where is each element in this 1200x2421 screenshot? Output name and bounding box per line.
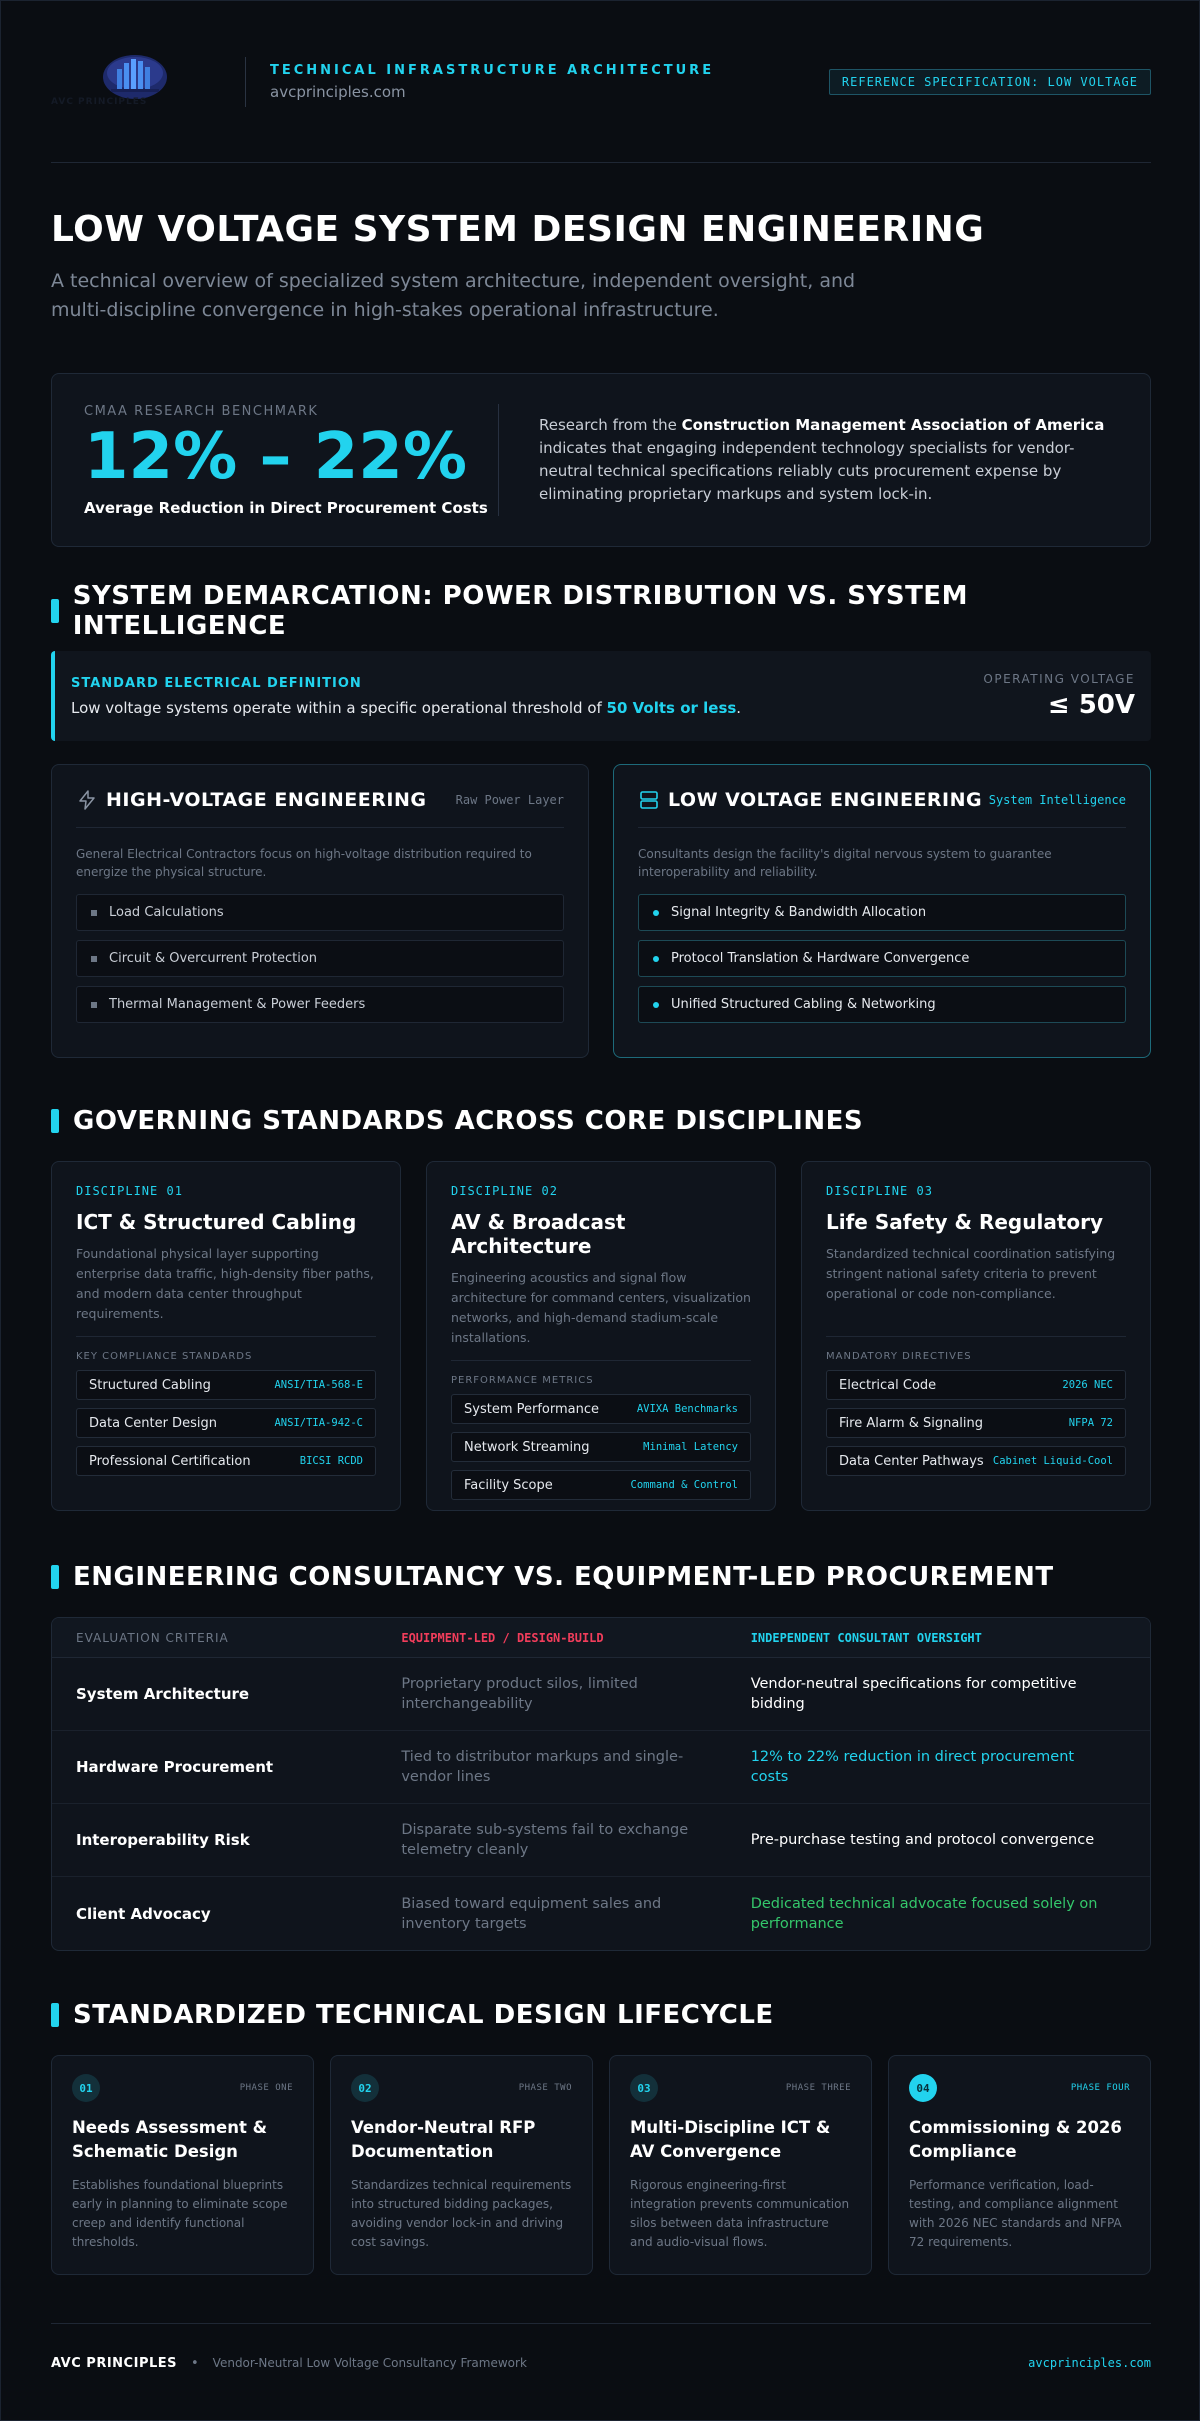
section-accent-bar — [51, 1565, 59, 1589]
section-title: SYSTEM DEMARCATION: POWER DISTRIBUTION VS. SYSTEM INTELLIGENCE — [72, 581, 968, 641]
benchmark-card — [51, 373, 1151, 547]
voltage-label: OPERATING VOLTAGE — [983, 672, 1135, 686]
standard-label: Fire Alarm & Signaling — [839, 1415, 984, 1431]
table-cell-consultant: 12% to 22% reduction in direct procurement costs — [750, 1749, 1075, 1785]
high-voltage-card — [51, 764, 589, 1058]
standard-row — [451, 1470, 751, 1500]
reference-badge: REFERENCE SPECIFICATION: LOW VOLTAGE — [829, 69, 1151, 95]
discipline-description: Standardized technical coordination satisfying stringent national safety criteria to prevent operational or code non-compliance. — [826, 1246, 1116, 1301]
discipline-title: Life Safety & Regulatory — [826, 1210, 1104, 1234]
standard-value: NFPA 72 — [1068, 1417, 1113, 1429]
phase-card-2 — [330, 2055, 593, 2275]
bullet — [653, 910, 659, 916]
discipline-title: ICT & Structured Cabling — [76, 1210, 357, 1234]
standard-value: BICSI RCDD — [299, 1455, 363, 1467]
table-row — [52, 1877, 1150, 1950]
phase-title: Multi-Discipline ICT & AV Convergence — [630, 2118, 831, 2161]
discipline-card-life-safety — [801, 1161, 1151, 1511]
footer-divider — [51, 2323, 1151, 2324]
section-title: ENGINEERING CONSULTANCY VS. EQUIPMENT-LED PROCUREMENT — [73, 1562, 1054, 1592]
list-item-label: Signal Integrity & Bandwidth Allocation — [671, 905, 927, 920]
divider — [451, 1360, 751, 1361]
definition-banner — [51, 651, 1151, 741]
bullet — [653, 1002, 659, 1008]
benchmark-figure: 12% – 22% — [84, 419, 467, 494]
high-voltage-description: General Electrical Contractors focus on high-voltage distribution required to energize the physical structure. — [76, 847, 532, 879]
standard-value: Command & Control — [630, 1479, 738, 1491]
phase-title: Needs Assessment & Schematic Design — [72, 2118, 267, 2161]
definition-value: 50 Volts or less — [606, 698, 737, 717]
definition-text — [71, 699, 741, 717]
benchmark-caption: Average Reduction in Direct Procurement Costs — [84, 498, 488, 517]
list-item-label: Thermal Management & Power Feeders — [109, 997, 366, 1012]
header-divider-line — [51, 162, 1151, 163]
voltage-comparison — [51, 764, 1151, 1058]
phase-label: PHASE FOUR — [1070, 2083, 1130, 2093]
list-item-label: Load Calculations — [109, 905, 224, 920]
bullet — [91, 910, 97, 916]
list-item-label: Protocol Translation & Hardware Convergence — [671, 951, 970, 966]
discipline-kicker: DISCIPLINE 03 — [826, 1184, 933, 1198]
standard-label: Structured Cabling — [89, 1377, 211, 1393]
definition-prefix: Low voltage systems operate within a specific operational threshold of — [71, 698, 607, 717]
high-voltage-tag: Raw Power Layer — [455, 793, 564, 807]
section-title: STANDARDIZED TECHNICAL DESIGN LIFECYCLE — [73, 2000, 774, 2030]
list-item — [638, 894, 1126, 931]
phase-card-1 — [51, 2055, 314, 2275]
bullet — [653, 956, 659, 962]
list-item — [76, 940, 564, 977]
definition-label: STANDARD ELECTRICAL DEFINITION — [71, 675, 362, 691]
voltage-value: ≤ 50V — [1047, 690, 1135, 720]
phase-description: Standardizes technical requirements into structured bidding packages, avoiding vendor lock-in and driving cost savings. — [351, 2178, 572, 2249]
standard-value: ANSI/TIA-942-C — [274, 1417, 363, 1429]
standard-row — [826, 1446, 1126, 1476]
phase-label: PHASE TWO — [518, 2083, 572, 2093]
section-heading-comparison — [51, 1562, 1151, 1592]
table-header — [52, 1618, 1150, 1658]
low-voltage-description: Consultants design the facility's digital nervous system to guarantee interoperability and reliability. — [638, 847, 1052, 879]
standard-value: ANSI/TIA-568-E — [274, 1379, 363, 1391]
discipline-section-label: MANDATORY DIRECTIVES — [826, 1351, 972, 1362]
discipline-description: Foundational physical layer supporting enterprise data traffic, high-density fiber paths, and modern data center throughput requirements. — [76, 1246, 374, 1321]
table-row — [52, 1804, 1150, 1877]
discipline-card-ict — [51, 1161, 401, 1511]
column-header: EQUIPMENT-LED / DESIGN-BUILD — [401, 1630, 604, 1645]
table-row — [52, 1731, 1150, 1804]
lifecycle-phases — [51, 2055, 1151, 2275]
list-item-label: Circuit & Overcurrent Protection — [109, 951, 318, 966]
standard-label: Professional Certification — [89, 1453, 251, 1469]
definition-suffix: . — [736, 698, 742, 717]
standard-row — [451, 1432, 751, 1462]
list-item — [76, 986, 564, 1023]
standard-row — [76, 1408, 376, 1438]
discipline-kicker: DISCIPLINE 02 — [451, 1184, 558, 1198]
standard-value: 2026 NEC — [1062, 1379, 1113, 1391]
header-url[interactable]: avcprinciples.com — [270, 83, 406, 101]
standard-row — [451, 1394, 751, 1424]
column-header: EVALUATION CRITERIA — [76, 1630, 229, 1645]
list-item — [638, 940, 1126, 977]
phase-label: PHASE ONE — [239, 2083, 293, 2093]
phase-title: Commissioning & 2026 Compliance — [909, 2118, 1122, 2161]
section-heading-lifecycle — [51, 2000, 1151, 2030]
phase-title: Vendor-Neutral RFP Documentation — [351, 2118, 536, 2161]
column-header: INDEPENDENT CONSULTANT OVERSIGHT — [750, 1630, 982, 1645]
phase-number: 04 — [909, 2074, 937, 2102]
page-subtitle: A technical overview of specialized system architecture, independent oversight, and multi-discipline convergence in high-stakes operational infrastructure. — [51, 270, 856, 321]
divider — [826, 1336, 1126, 1337]
discipline-cards — [51, 1161, 1151, 1511]
section-heading-standards — [51, 1106, 1151, 1136]
phase-label: PHASE THREE — [785, 2083, 851, 2093]
footer-url[interactable]: avcprinciples.com — [1028, 2356, 1151, 2370]
comparison-table — [51, 1617, 1151, 1951]
standard-row — [76, 1446, 376, 1476]
benchmark-body-prefix: Research from the — [539, 416, 682, 434]
table-cell-equipment: Biased toward equipment sales and inventory targets — [401, 1895, 662, 1932]
phase-number: 01 — [72, 2074, 100, 2102]
low-voltage-title: LOW VOLTAGE ENGINEERING — [668, 789, 983, 811]
standard-row — [76, 1370, 376, 1400]
discipline-kicker: DISCIPLINE 01 — [76, 1184, 183, 1198]
section-title: GOVERNING STANDARDS ACROSS CORE DISCIPLINES — [73, 1106, 864, 1136]
standard-label: Electrical Code — [839, 1377, 937, 1393]
benchmark-body-suffix: indicates that engaging independent technology specialists for vendor-neutral technical specifications reliably cuts procurement expense by eliminating proprietary markups and system lock-in. — [539, 439, 1075, 503]
footer — [51, 2351, 1151, 2375]
phase-description: Establishes foundational blueprints early in planning to eliminate scope creep and identify functional thresholds. — [72, 2178, 288, 2249]
standard-value: AVIXA Benchmarks — [636, 1403, 738, 1415]
list-item — [76, 894, 564, 931]
table-cell-criteria: Hardware Procurement — [76, 1758, 274, 1776]
table-cell-criteria: Client Advocacy — [76, 1904, 211, 1923]
table-cell-consultant: Vendor-neutral specifications for competitive bidding — [750, 1676, 1077, 1712]
low-voltage-tag: System Intelligence — [988, 793, 1126, 807]
phase-number: 02 — [351, 2074, 379, 2102]
standard-row — [826, 1370, 1126, 1400]
benchmark-body-org: Construction Management Association of America — [681, 416, 1105, 434]
high-voltage-title: HIGH-VOLTAGE ENGINEERING — [106, 789, 427, 811]
standard-value: Cabinet Liquid-Cool — [992, 1455, 1113, 1467]
table-cell-equipment: Proprietary product silos, limited interchangeability — [401, 1676, 638, 1712]
discipline-description: Engineering acoustics and signal flow architecture for command centers, visualization networks, and high-demand stadium-scale installations. — [451, 1270, 751, 1345]
list-item — [638, 986, 1126, 1023]
phase-description: Performance verification, load-testing, and compliance alignment with 2026 NEC standards and NFPA 72 requirements. — [909, 2178, 1122, 2249]
discipline-section-label: PERFORMANCE METRICS — [451, 1375, 594, 1386]
phase-description: Rigorous engineering-first integration prevents communication silos between data infrastructure and audio-visual flows. — [630, 2178, 850, 2249]
standard-label: Data Center Design — [89, 1415, 217, 1431]
section-accent-bar — [51, 2003, 59, 2027]
discipline-section-label: KEY COMPLIANCE STANDARDS — [76, 1351, 253, 1362]
header-divider — [245, 57, 246, 107]
table-cell-equipment: Disparate sub-systems fail to exchange telemetry cleanly — [401, 1822, 689, 1858]
table-cell-equipment: Tied to distributor markups and single-vendor lines — [401, 1749, 684, 1785]
discipline-card-av — [426, 1161, 776, 1511]
table-cell-criteria: System Architecture — [76, 1685, 250, 1703]
standard-row — [826, 1408, 1126, 1438]
list-item-label: Unified Structured Cabling & Networking — [671, 997, 936, 1012]
brand-logo[interactable] — [51, 51, 221, 113]
footer-brand: AVC PRINCIPLES — [51, 2355, 177, 2371]
phase-card-3 — [609, 2055, 872, 2275]
header-tagline: TECHNICAL INFRASTRUCTURE ARCHITECTURE — [270, 63, 715, 78]
benchmark-body — [499, 414, 1150, 506]
standard-value: Minimal Latency — [643, 1441, 738, 1453]
page-title: LOW VOLTAGE SYSTEM DESIGN ENGINEERING — [51, 209, 985, 250]
header — [51, 51, 1151, 113]
logo-wordmark: AVC PRINCIPLES — [51, 97, 148, 107]
server-icon — [638, 789, 660, 811]
benchmark-kicker: CMAA RESEARCH BENCHMARK — [84, 403, 319, 419]
table-cell-consultant: Pre-purchase testing and protocol convergence — [750, 1832, 1095, 1848]
section-accent-bar — [51, 599, 59, 623]
standard-label: Data Center Pathways — [839, 1453, 984, 1469]
table-row — [52, 1658, 1150, 1731]
standard-label: Network Streaming — [464, 1439, 590, 1455]
bullet — [91, 956, 97, 962]
footer-separator: • — [191, 2355, 199, 2371]
standard-label: Facility Scope — [464, 1477, 553, 1493]
section-heading-demarcation — [51, 581, 1151, 641]
table-cell-criteria: Interoperability Risk — [76, 1831, 250, 1849]
section-accent-bar — [51, 1109, 59, 1133]
discipline-title: AV & Broadcast Architecture — [451, 1210, 626, 1258]
divider — [76, 1336, 376, 1337]
low-voltage-card — [613, 764, 1151, 1058]
standard-label: System Performance — [464, 1401, 599, 1417]
phase-number: 03 — [630, 2074, 658, 2102]
footer-tagline: Vendor-Neutral Low Voltage Consultancy Framework — [212, 2356, 527, 2370]
lightning-icon — [76, 789, 98, 811]
phase-card-4 — [888, 2055, 1151, 2275]
table-cell-consultant: Dedicated technical advocate focused solely on performance — [750, 1895, 1098, 1932]
bullet — [91, 1002, 97, 1008]
